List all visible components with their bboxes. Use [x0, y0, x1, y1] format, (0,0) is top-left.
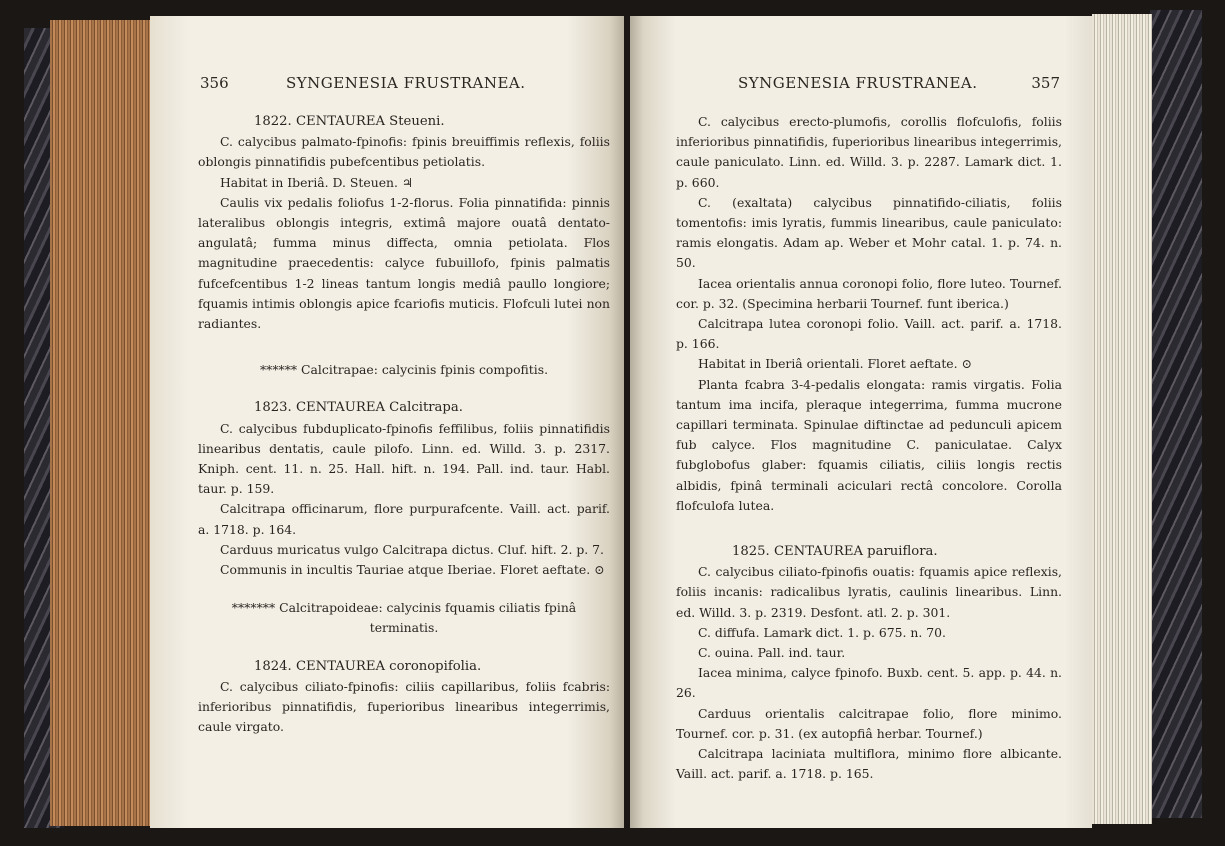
entry-title: 1824. CENTAUREA coronopifolia. — [254, 658, 482, 674]
spacer — [198, 334, 610, 360]
paragraph: C. ouina. Pall. ind. taur. — [698, 645, 846, 661]
paragraph: Communis in incultis Tauriae atque Iberiae. Floret aeftate. ⊙ — [220, 562, 605, 578]
paragraph: Carduus muricatus vulgo Calcitrapa dictus. Cluf. hift. 2. p. 7. — [220, 541, 604, 557]
paragraph: C. calycibus ciliato-fpinofis ouatis: fquamis apice reflexis, foliis incanis: radicalibus lyratis, caulinis linearibus. Linn. ed. Willd. 3. p. 2319. Desfont. atl. 2. p. 301. — [676, 564, 1062, 620]
entry-title: 1823. CENTAUREA Calcitrapa. — [254, 400, 463, 416]
spacer — [676, 516, 1062, 542]
paragraph: C. calycibus palmato-fpinofis: fpinis breuiffimis reflexis, foliis oblongis pinnatifidis pubefcentibus petiolatis. — [198, 134, 610, 170]
paragraph: Iacea minima, calyce fpinofo. Buxb. cent. 5. app. p. 44. n. 26. — [676, 665, 1062, 701]
paragraph: C. calycibus ciliato-fpinofis: ciliis capillaribus, foliis fcabris: inferioribus pinnatifidis, fuperioribus linearibus integerrimis, caule virgato. — [198, 678, 610, 735]
paragraph: Iacea orientalis annua coronopi folio, flore luteo. Tournef. cor. p. 32. (Specimina herbarii Tournef. funt iberica.) — [676, 275, 1062, 311]
paragraph: C. calycibus fubduplicato-fpinofis feffilibus, foliis pinnatifidis linearibus dentatis, caule pilofo. Linn. ed. Willd. 3. p. 2317. Kniph. cent. 11. n. 25. Hall. hift. n. 194. Pall. ind. taur. Habl. taur. p. 159. — [198, 420, 610, 497]
spacer — [198, 380, 610, 398]
page-edges-left — [50, 20, 150, 826]
left-page-number: 356 — [200, 74, 229, 92]
right-page-number: 357 — [1031, 74, 1060, 92]
paragraph: C. diffufa. Lamark dict. 1. p. 675. n. 70. — [698, 624, 946, 640]
paragraph: Calcitrapa officinarum, flore purpurafcente. Vaill. act. parif. a. 1718. p. 164. — [198, 501, 610, 537]
left-page-text — [150, 112, 624, 737]
paragraph: C. calycibus erecto-plumofis, corollis flofculofis, foliis inferioribus pinnatifidis, fuperioribus linearibus integerrimis, caule paniculato. Linn. ed. Willd. 3. p. 2287. Lamark dict. 1. p. 660. — [676, 114, 1062, 190]
marbled-board-right — [1150, 10, 1202, 818]
entry-title: 1822. CENTAUREA Steueni. — [254, 114, 445, 129]
paragraph: Carduus orientalis calcitrapae folio, flore minimo. Tournef. cor. p. 31. (ex autopfiâ herbar. Tournef.) — [676, 705, 1062, 741]
page-edges-right — [1092, 14, 1152, 824]
section-heading: ******* Calcitrapoideae: calycinis fquamis ciliatis fpinâ terminatis. — [231, 600, 577, 636]
paragraph: Calcitrapa laciniata multiflora, minimo flore albicante. Vaill. act. parif. a. 1718. p. 165. — [676, 746, 1062, 782]
left-page — [150, 16, 624, 828]
right-page-text — [630, 112, 1092, 785]
paragraph: Planta fcabra 3-4-pedalis elongata: ramis virgatis. Folia tantum ima incifa, pleraque integerrima, fumma mucrone capillari terminata. Spinulae diftinctae ad pedunculi apicem fub calyce. Flos magnitudine C. paniculatae. Calyx fubglobofus glaber: fquamis ciliatis, ciliis longis rectis albidis, fpinâ terminali aciculari rectâ concolore. Corolla flofculofa lutea. — [676, 376, 1062, 513]
paragraph: Calcitrapa lutea coronopi folio. Vaill. act. parif. a. 1718. p. 166. — [676, 316, 1062, 352]
entry-title: 1825. CENTAUREA paruiflora. — [732, 544, 938, 560]
section-heading: ****** Calcitrapae: calycinis fpinis compofitis. — [259, 362, 549, 378]
paragraph: C. (exaltata) calycibus pinnatifido-ciliatis, foliis tomentofis: imis lyratis, fummis linearibus, caule paniculato: ramis elongatis. Adam ap. Weber et Mohr catal. 1. p. 74. n. 50. — [676, 194, 1062, 271]
right-page — [630, 16, 1092, 828]
spacer — [198, 639, 610, 657]
paragraph: Habitat in Iberiâ. D. Steuen. ♃ — [220, 174, 414, 190]
paragraph: Habitat in Iberiâ orientali. Floret aeftate. ⊙ — [698, 356, 972, 372]
spacer — [198, 580, 610, 598]
right-running-head: SYNGENESIA FRUSTRANEA. — [738, 74, 978, 92]
paragraph: Caulis vix pedalis foliofus 1-2-florus. Folia pinnatifida: pinnis lateralibus oblongis integris, extimâ majore ouatâ dentato-angulatâ; fumma minus diffecta, omnia petiolata. Flos magnitudine praecedentis: calyce fubuillofo, fpinis palmatis fufcefcentibus 1-2 lineas tantum longis mediâ paullo longiore; fquamis intimis oblongis apice fcariofis muticis. Flofculi lutei non radiantes. — [198, 194, 610, 332]
left-running-head: SYNGENESIA FRUSTRANEA. — [286, 74, 526, 92]
